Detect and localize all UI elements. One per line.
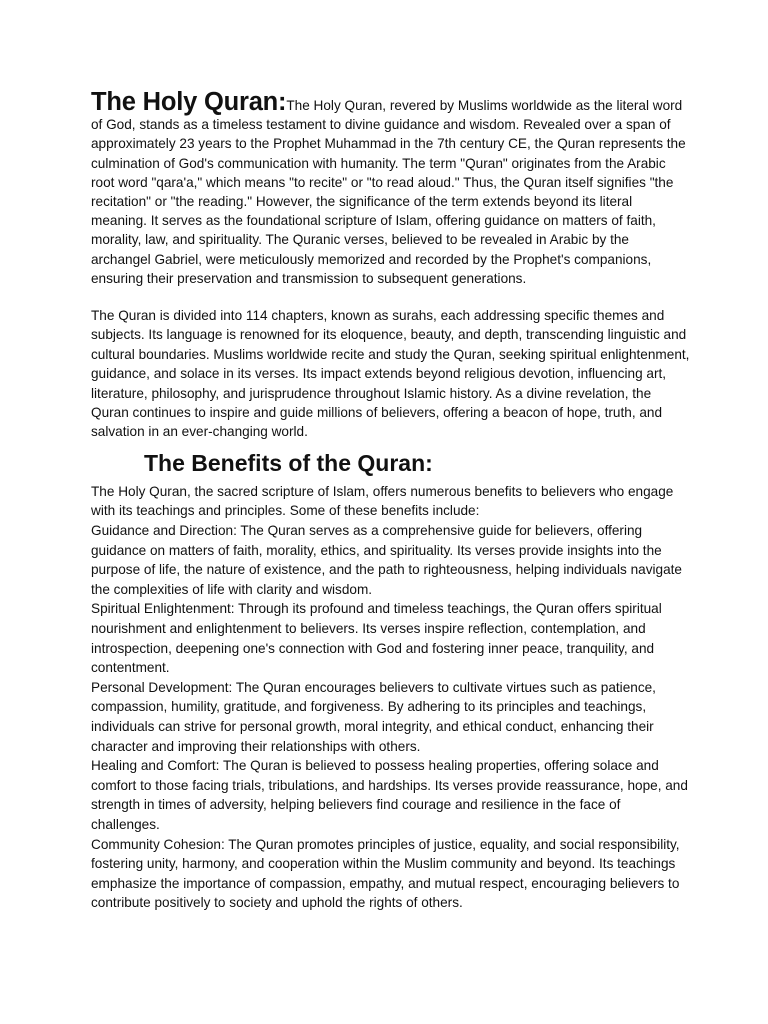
benefit-item: Spiritual Enlightenment: Through its profound and timeless teachings, the Quran offers spiritual nourishment and enlightenment to believers. Its verses inspire reflection, contemplation, and introspection, deepening one's connection with God and fostering inner peace, tranquility, and contentment. [91,601,662,676]
body-paragraph: The Quran is divided into 114 chapters, known as surahs, each addressing specific themes and subjects. Its language is renowned for its eloquence, beauty, and depth, transcending linguistic and cultural boundaries. Muslims worldwide recite and study the Quran, seeking spiritual enlightenment, guidance, and solace in its verses. Its impact extends beyond religious devotion, influencing art, literature, philosophy, and jurisprudence throughout Islamic history. As a divine revelation, the Quran continues to inspire and guide millions of believers, offering a beacon of hope, truth, and salvation in an ever-changing world. [91,308,690,440]
benefit-item: Community Cohesion: The Quran promotes principles of justice, equality, and social responsibility, fostering unity, harmony, and cooperation within the Muslim community and beyond. Its teachings emphasize the importance of compassion, empathy, and mutual respect, encouraging believers to contribute positively to society and uphold the rights of others. [91,836,680,911]
benefit-item: Personal Development: The Quran encourages believers to cultivate virtues such as patience, compassion, humility, gratitude, and forgiveness. By adhering to its principles and teachings, individuals can strive for personal growth, moral integrity, and ethical conduct, enhancing their character and improving their relationships with others. [91,679,656,754]
benefits-intro: The Holy Quran, the sacred scripture of Islam, offers numerous benefits to believers who engage with its teachings and principles. Some of these benefits include: [91,483,674,519]
benefits-heading: The Benefits of the Quran: [144,449,433,476]
benefit-item: Guidance and Direction: The Quran serves as a comprehensive guide for believers, offering guidance on matters of faith, morality, ethics, and spirituality. Its verses provide insights into the purpose of life, the nature of existence, and the path to righteousness, helping individuals navigate the complexities of life with clarity and wisdom. [91,523,682,597]
intro-paragraph [91,88,691,288]
intro-text: The Holy Quran, revered by Muslims worldwide as the literal word of God, stands as a timeless testament to divine guidance and wisdom. Revealed over a span of approximately 23 years to the Prophet Muhammad in the 7th century CE, the Quran represents the culmination of God's communication with humanity. The term "Quran" originates from the Arabic root word "qara'a," which means "to recite" or "to read aloud." Thus, the Quran itself signifies "the recitation" or "the reading." However, the significance of the term extends beyond its literal meaning. It serves as the foundational scripture of Islam, offering guidance on matters of faith, morality, law, and spirituality. The Quranic verses, believed to be revealed in Arabic by the archangel Gabriel, were meticulously memorized and recorded by the Prophet's companions, ensuring their preservation and transmission to subsequent generations. [91,98,686,286]
benefit-item: Healing and Comfort: The Quran is believed to possess healing properties, offering solace and comfort to those facing trials, tribulations, and hardships. Its verses provide reassurance, hope, and strength in times of adversity, helping believers find courage and resilience in the face of challenges. [91,758,688,832]
document-page [91,88,691,913]
document-title: The Holy Quran: [91,88,287,116]
benefits-section [91,482,691,913]
